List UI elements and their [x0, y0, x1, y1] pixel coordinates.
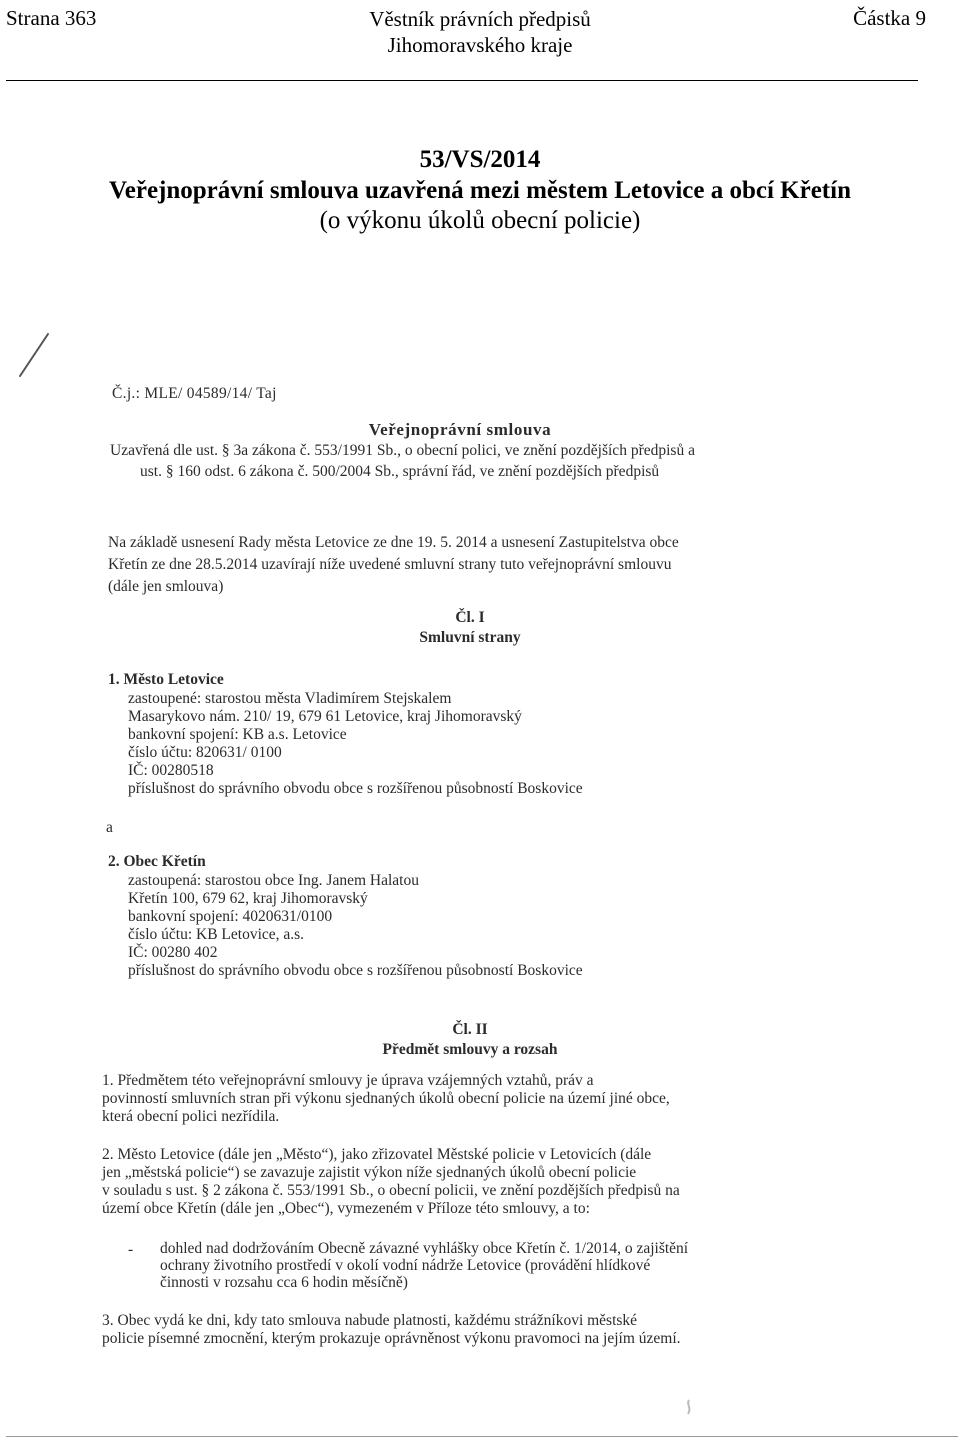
scan-speck-mark	[684, 1398, 694, 1416]
bullet-line: dohled nad dodržováním Obecně závazné vyhlášky obce Křetín č. 1/2014, o zajištění	[160, 1240, 689, 1257]
pen-stroke-mark	[14, 330, 54, 380]
party-1-line: příslušnost do správního obvodu obce s rozšířenou působností Boskovice	[128, 780, 583, 797]
bullet-dash: -	[128, 1241, 134, 1258]
article-1-heading	[0, 608, 940, 648]
article-1-title: Smluvní strany	[419, 629, 521, 646]
party-2-line: IČ: 00280 402	[128, 944, 218, 961]
party-2-name: 2. Obec Křetín	[108, 853, 206, 870]
paragraph-2-line: 2. Město Letovice (dále jen „Město“), jako zřizovatel Městské policie v Letovicích (dále	[102, 1146, 652, 1163]
contract-heading: Veřejnoprávní smlouva	[368, 420, 552, 439]
article-1-number: Čl. I	[455, 609, 485, 626]
intro-paragraph	[108, 532, 848, 598]
document-title-block	[0, 144, 960, 236]
paragraph-1-line: která obecní polici nezřídila.	[102, 1108, 280, 1125]
party-1-line: IČ: 00280518	[128, 762, 214, 779]
party-1-name: 1. Město Letovice	[108, 671, 224, 688]
party-1-line: bankovní spojení: KB a.s. Letovice	[128, 726, 347, 743]
party-2-line: číslo účtu: KB Letovice, a.s.	[128, 926, 305, 943]
paragraph-1-line: 1. Předmětem této veřejnoprávní smlouvy je úprava vzájemných vztahů, práv a	[102, 1072, 594, 1089]
article-2-heading	[0, 1020, 940, 1060]
intro-line: Křetín ze dne 28.5.2014 uzavírají níže uvedené smluvní strany tuto veřejnoprávní smlouvu	[108, 556, 672, 573]
paragraph-3-line: 3. Obec vydá ke dni, kdy tato smlouva nabude platnosti, každému strážníkovi městské	[102, 1312, 638, 1329]
party-2-line: příslušnost do správního obvodu obce s rozšířenou působností Boskovice	[128, 962, 583, 979]
conjunction-and: a	[106, 819, 113, 836]
journal-title-line1: Věstník právních předpisů	[369, 7, 591, 31]
party-1-line: zastoupené: starostou města Vladimírem Stejskalem	[128, 690, 452, 707]
legal-basis-line: ust. § 160 odst. 6 zákona č. 500/2004 Sb., správní řád, ve znění pozdějších předpisů	[140, 463, 660, 480]
bullet-line: činnosti v rozsahu cca 6 hodin měsíčně)	[160, 1274, 408, 1291]
paragraph-2	[102, 1146, 837, 1218]
bullet-item	[128, 1240, 838, 1291]
paragraph-1-line: povinností smluvních stran při výkonu sjednaných úkolů obecní policie na území jiné obce,	[102, 1090, 670, 1107]
party-2-line: Křetín 100, 679 62, kraj Jihomoravský	[128, 890, 368, 907]
page-number: Strana 363	[6, 6, 97, 30]
part-number: Částka 9	[853, 6, 926, 30]
scan-bottom-edge	[6, 1436, 958, 1437]
header-divider	[6, 80, 918, 81]
party-1-line: číslo účtu: 820631/ 0100	[128, 744, 282, 761]
paragraph-3	[102, 1312, 837, 1348]
paragraph-2-line: jen „městská policie“) se zavazuje zajistit výkon níže sjednaných úkolů obecní policie	[102, 1164, 637, 1181]
legal-basis	[110, 440, 845, 482]
party-2-line: bankovní spojení: 4020631/0100	[128, 908, 333, 925]
paragraph-1	[102, 1072, 837, 1126]
paragraph-2-line: v souladu s ust. § 2 zákona č. 553/1991 Sb., o obecní policii, ve znění pozdějších předpisů na	[102, 1182, 680, 1199]
paragraph-2-line: území obce Křetín (dále jen „Obec“), vymezeném v Příloze této smlouvy, a to:	[102, 1200, 590, 1217]
journal-title-line2: Jihomoravského kraje	[387, 33, 573, 57]
bullet-line: ochrany životního prostředí v okolí vodní nádrže Letovice (provádění hlídkové	[160, 1257, 651, 1274]
bullet-text	[160, 1240, 838, 1291]
party-2	[108, 852, 728, 980]
paragraph-3-line: policie písemné zmocnění, kterým prokazuje oprávněnost výkonu pravomoci na jejím území.	[102, 1330, 681, 1347]
party-1-line: Masarykovo nám. 210/ 19, 679 61 Letovice, kraj Jihomoravský	[128, 708, 522, 725]
document-subtitle: (o výkonu úkolů obecní policie)	[319, 207, 641, 234]
legal-basis-line: Uzavřená dle ust. § 3a zákona č. 553/1991 Sb., o obecní polici, ve znění pozdějších předpisů a	[110, 442, 695, 459]
party-2-line: zastoupená: starostou obce Ing. Janem Halatou	[128, 872, 419, 889]
article-2-number: Čl. II	[452, 1021, 488, 1038]
party-1	[108, 670, 728, 798]
reference-number: Č.j.: MLE/ 04589/14/ Taj	[112, 385, 277, 402]
journal-title	[0, 6, 960, 58]
article-2-title: Předmět smlouvy a rozsah	[382, 1041, 558, 1058]
intro-line: Na základě usnesení Rady města Letovice ze dne 19. 5. 2014 a usnesení Zastupitelstva obce	[108, 534, 679, 551]
document-number: 53/VS/2014	[419, 146, 541, 173]
intro-line: (dále jen smlouva)	[108, 578, 224, 595]
document-title: Veřejnoprávní smlouva uzavřená mezi městem Letovice a obcí Křetín	[109, 177, 851, 204]
